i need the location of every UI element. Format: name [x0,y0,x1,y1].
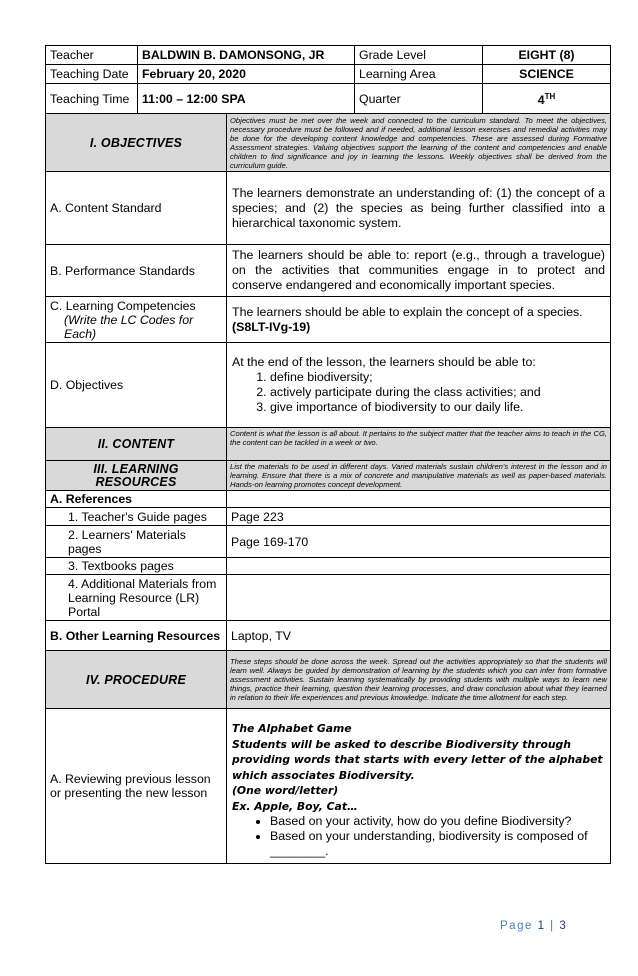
content-note: Content is what the lesson is all about. It pertains to the subject matter that the teacher aims to teach in the CG, the content can be tackled in a week or two. [227,428,611,461]
performance-standards-label: B. Performance Standards [46,245,227,297]
page-number: 1 [537,920,546,932]
review-lesson-activity [227,709,611,864]
quarter-value: 4TH [483,84,611,114]
quarter-label: Quarter [355,84,483,114]
learning-competencies-label [46,297,227,343]
area-value: SCIENCE [483,65,611,84]
textbooks-value [227,558,611,575]
performance-standards-text: The learners should be able to: report (e.g., through a travelogue) on the activities that communities engage in to protect and conserve endangered and economically important species. [227,245,611,297]
review-questions [232,814,605,859]
date-value: February 20, 2020 [138,65,355,84]
page-footer [500,920,567,932]
competency-statement: The learners should be able to explain the concept of a species. [232,304,583,319]
teachers-guide-label: 1. Teacher's Guide pages [46,508,227,526]
game-description: Students will be asked to describe Biodiversity through providing words that starts with every letter of the alphabet which associates Biodiversity. [232,737,603,782]
review-question: • Based on your understanding, biodiversity is composed of ________. [270,829,605,859]
procedure-title: IV. PROCEDURE [46,651,227,709]
objectives-label: D. Objectives [46,343,227,428]
procedure-note: These steps should be done across the week. Spread out the activities appropriately so that the students will learn well. Always be guided by demonstration of learning by the students which you can infer from formative assessment activities. Sustain learning systematically by providing students with multiple ways to learn new things, practice their learning, question their learning processes, and draw conclusion about what they learned in relation to their life experiences and previous knowledge. Indicate the time allotment for each step. [227,651,611,709]
content-title: II. CONTENT [46,428,227,461]
objective-item: 2. actively participate during the class activities; and [270,385,605,400]
resources-title-line2: RESOURCES [95,474,177,489]
teachers-guide-value: Page 223 [227,508,611,526]
lesson-plan [45,45,610,864]
game-title: The Alphabet Game [232,722,352,735]
teacher-label: Teacher [46,46,138,65]
content-standard-text: The learners demonstrate an understanding of: (1) the concept of a species; and (2) the species as being further classified into a hierarchical taxonomic system. [227,172,611,245]
grade-value: EIGHT (8) [483,46,611,65]
objective-item: 3. give importance of biodiversity to our daily life. [270,400,605,415]
review-question: • Based on your activity, how do you define Biodiversity? [270,814,605,829]
game-example: Ex. Apple, Boy, Cat… [232,799,358,813]
resources-title-line1: III. LEARNING [93,461,179,476]
references-label: A. References [46,491,227,508]
objectives-note: Objectives must be met over the week and connected to the curriculum standard. To meet the objectives, necessary procedure must be followed and if needed, additional lesson exercises and remedial activities may be done for the developing content knowledge and competencies. These are assessed during Formative Assessment strategies. Valuing objectives support the learning of the content and competencies and enable children to find significance and joy in learning the lessons. Weekly objectives shall be derived from the curriculum guide. [227,114,611,172]
other-resources-label: B. Other Learning Resources [46,621,227,651]
review-lesson-label: A. Reviewing previous lesson or presenting the new lesson [46,709,227,864]
date-label: Teaching Date [46,65,138,84]
page-word: Page [500,920,533,932]
page-separator: | [550,920,555,932]
references-value [227,491,611,508]
game-rule: (One word/letter) [232,784,339,797]
objectives-intro: At the end of the lesson, the learners should be able to: [232,355,536,369]
resources-title [46,461,227,491]
other-resources-value: Laptop, TV [227,621,611,651]
time-label: Teaching Time [46,84,138,114]
learners-materials-value: Page 169-170 [227,526,611,558]
learning-competencies-heading: C. Learning Competencies [50,298,196,313]
competency-code: (S8LT-IVg-19) [232,319,311,334]
teacher-value: BALDWIN B. DAMONSONG, JR [138,46,355,65]
lesson-plan-table [45,45,611,864]
objectives-list [232,370,605,415]
page-total: 3 [559,920,568,932]
learning-competencies-note: (Write the LC Codes for Each) [64,312,194,341]
additional-materials-label: 4. Additional Materials from Learning Resource (LR) Portal [46,575,227,621]
content-standard-label: A. Content Standard [46,172,227,245]
additional-materials-value [227,575,611,621]
resources-note: List the materials to be used in different days. Varied materials sustain children's interest in the lesson and in learning. Ensure that there is a mix of concrete and manipulative materials as well as paper-based materials. Hands-on learning promotes concept development. [227,461,611,491]
area-label: Learning Area [355,65,483,84]
objectives-list-cell [227,343,611,428]
learning-competencies-text [227,297,611,343]
textbooks-label: 3. Textbooks pages [46,558,227,575]
learners-materials-label: 2. Learners' Materials pages [46,526,227,558]
objective-item: 1. define biodiversity; [270,370,605,385]
grade-label: Grade Level [355,46,483,65]
objectives-title: I. OBJECTIVES [46,114,227,172]
time-value: 11:00 – 12:00 SPA [138,84,355,114]
